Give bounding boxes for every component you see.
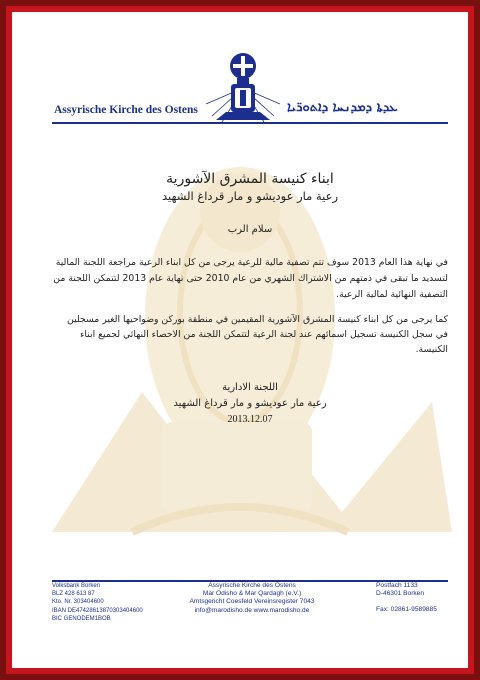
org-name: Assyrische Kirche des Ostens <box>208 582 296 589</box>
paragraph-1: في نهاية هذا العام 2013 سوف تتم تصفية مالية للرعية يرجى من كل ابناء الرعية مراجعة اللجنة المالية لتسديد ما تبقى في ذمتهم من الاشتراك الشهري من عام 2010 حتى نهاية عام 2013 لتتمكن اللجنة من التصفية النهائية لمالية الرعية. <box>53 257 448 300</box>
bank-account: Kto. Nr. 303404600 <box>52 599 104 606</box>
org-association: Mar Odisho & Mar Qardagh (e.V.) <box>202 590 302 598</box>
cross-emblem-icon <box>204 48 282 124</box>
greeting: سلام الرب <box>227 224 273 235</box>
footer-organization <box>172 582 332 615</box>
bank-blz: BLZ 428 613 87 <box>52 591 95 598</box>
org-register: Amtsgericht Coesfeld Vereinsregister 7043 <box>189 598 315 606</box>
org-contact[interactable]: info@marodisho.de www.marodisho.de <box>194 606 310 614</box>
post-box: Postfach 1133 <box>376 582 418 589</box>
letter-title: ابناء كنيسة المشرق الآشورية <box>166 171 334 187</box>
footer-bank-details <box>52 582 162 623</box>
paragraph-2: كما يرجى من كل ابناء كنيسة المشرق الآشورية المقيمين في منطقة بوركن وضواحيها الغير مسجلين في سجل الكنيسة تسجيل اسمائهم عند لجنة الرعية لتتمكن اللجنة من الاحصاء النهائي لجميع ابناء الكنيسة. <box>67 314 448 355</box>
header-divider <box>52 122 448 124</box>
signature-committee: اللجنة الادارية <box>222 382 278 393</box>
letter-page <box>12 12 468 668</box>
signature-parish: رعية مار عوديشو و مار قرداغ الشهيد <box>173 398 327 409</box>
letter-subtitle: رعية مار عوديشو و مار قرداغ الشهيد <box>161 189 339 203</box>
letter-date: 2013.12.07 <box>227 414 273 425</box>
footer-postal <box>376 582 466 615</box>
church-name-latin: Assyrische Kirche des Ostens <box>54 104 198 116</box>
post-city: D-46301 Borken <box>376 590 425 598</box>
bank-iban: IBAN DE47428613870303404600 <box>52 607 143 614</box>
fax-number: Fax: 02861-9589885 <box>376 606 437 614</box>
church-name-syriac: ܥܕܬܐ ܕܡܕܢܚܐ ܕܐܬܘܪ̈ܝܐ <box>287 100 398 115</box>
bank-bic: BIC GENODEM1BOB <box>52 615 111 622</box>
bank-name: Volksbank Borken <box>52 583 101 589</box>
